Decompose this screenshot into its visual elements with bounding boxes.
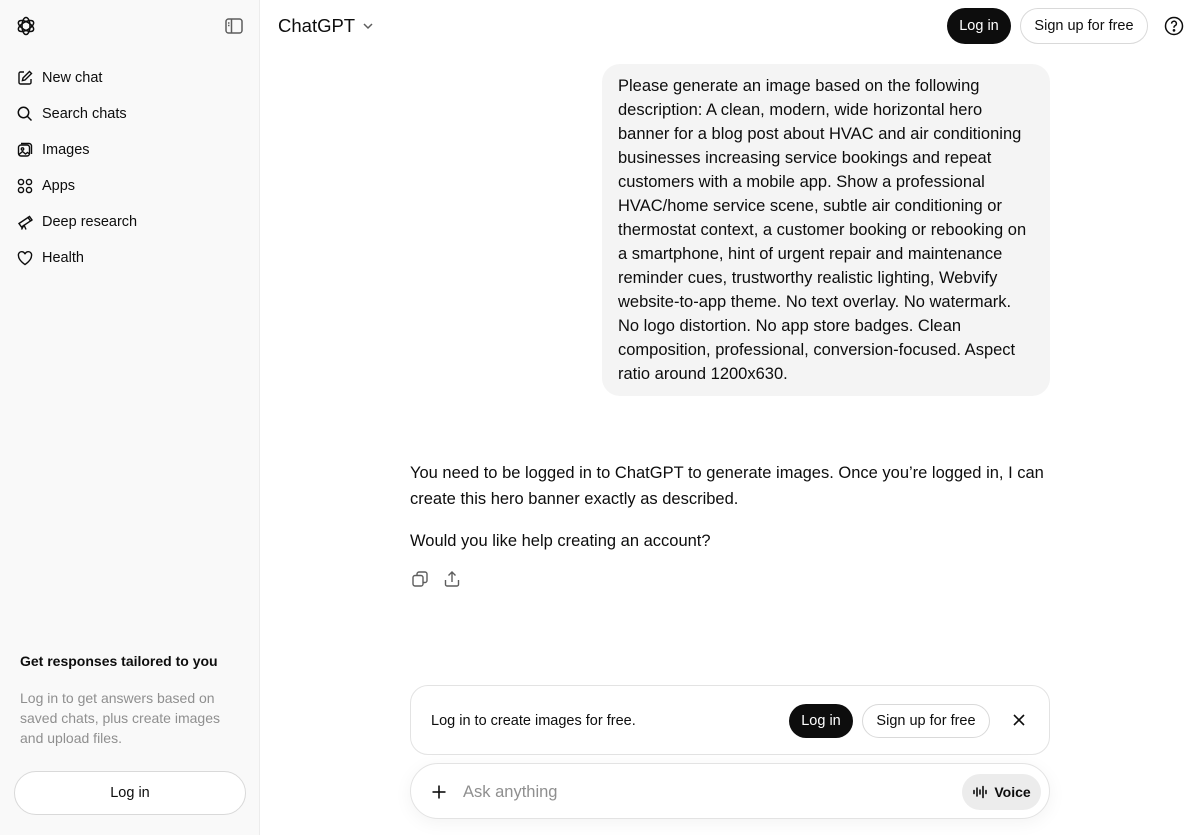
- banner-login-button[interactable]: Log in: [789, 704, 853, 738]
- voice-waveform-icon: [972, 784, 988, 800]
- sidebar-item-health[interactable]: [8, 240, 252, 276]
- header-signup-button[interactable]: Sign up for free: [1020, 8, 1148, 44]
- banner-text: Log in to create images for free.: [431, 713, 636, 729]
- composer: [410, 763, 1050, 819]
- promo-text: Log in to get answers based on saved chats, plus create images and upload files.: [20, 690, 220, 746]
- assistant-message: [410, 460, 1050, 554]
- model-selector[interactable]: [278, 14, 375, 38]
- edit-icon: [16, 69, 34, 87]
- sidebar-item-label: Search chats: [42, 106, 127, 122]
- login-promo: [20, 652, 245, 748]
- sidebar-item-label: New chat: [42, 70, 103, 86]
- prompt-input[interactable]: [463, 778, 943, 806]
- assistant-paragraph: You need to be logged in to ChatGPT to generate images. Once you’re logged in, I can create this hero banner exactly as described.: [410, 464, 1044, 508]
- telescope-icon: [16, 213, 34, 231]
- plus-icon[interactable]: [429, 782, 449, 802]
- voice-label: Voice: [994, 784, 1031, 800]
- user-message: Please generate an image based on the following description: A clean, modern, wide horizontal hero banner for a blog post about HVAC and air conditioning businesses increasing service bookings and repeat customers with a mobile app. Show a professional HVAC/home service scene, subtle air conditioning or thermostat context, a customer booking or rebooking on a smartphone, hint of urgent repair and maintenance reminder cues, trustworthy realistic lighting, Webvify website-to-app theme. No text overlay. No watermark. No logo distortion. No app store badges. Clean composition, professional, conversion-focused. Aspect ratio around 1200x630.: [602, 64, 1050, 396]
- search-icon: [16, 105, 34, 123]
- sidebar-item-label: Apps: [42, 178, 76, 194]
- close-icon[interactable]: [1009, 710, 1029, 730]
- sidebar-item-apps[interactable]: [8, 168, 252, 204]
- images-icon: [16, 141, 34, 159]
- login-banner: [410, 685, 1050, 755]
- openai-logo-icon[interactable]: [14, 14, 38, 38]
- sidebar-item-label: Health: [42, 250, 84, 266]
- sidebar-item-label: Deep research: [42, 214, 138, 230]
- apps-icon: [16, 177, 34, 195]
- help-icon[interactable]: [1164, 16, 1184, 36]
- banner-signup-button[interactable]: Sign up for free: [862, 704, 990, 738]
- sidebar: [0, 0, 260, 835]
- sidebar-item-deep-research[interactable]: [8, 204, 252, 240]
- sidebar-toggle-icon[interactable]: [222, 14, 246, 38]
- sidebar-nav: [8, 60, 252, 276]
- copy-icon[interactable]: [410, 569, 430, 589]
- voice-button[interactable]: [962, 774, 1041, 810]
- assistant-paragraph: Would you like help creating an account?: [410, 532, 711, 550]
- heart-icon: [16, 249, 34, 267]
- message-actions: [410, 569, 462, 589]
- sidebar-login-button[interactable]: Log in: [14, 771, 246, 815]
- sidebar-item-search-chats[interactable]: [8, 96, 252, 132]
- sidebar-item-images[interactable]: [8, 132, 252, 168]
- sidebar-item-label: Images: [42, 142, 90, 158]
- share-icon[interactable]: [442, 569, 462, 589]
- header-login-button[interactable]: Log in: [947, 8, 1011, 44]
- chevron-down-icon: [361, 19, 375, 33]
- sidebar-item-new-chat[interactable]: [8, 60, 252, 96]
- model-name: ChatGPT: [278, 15, 356, 36]
- promo-title: Get responses tailored to you: [20, 653, 218, 669]
